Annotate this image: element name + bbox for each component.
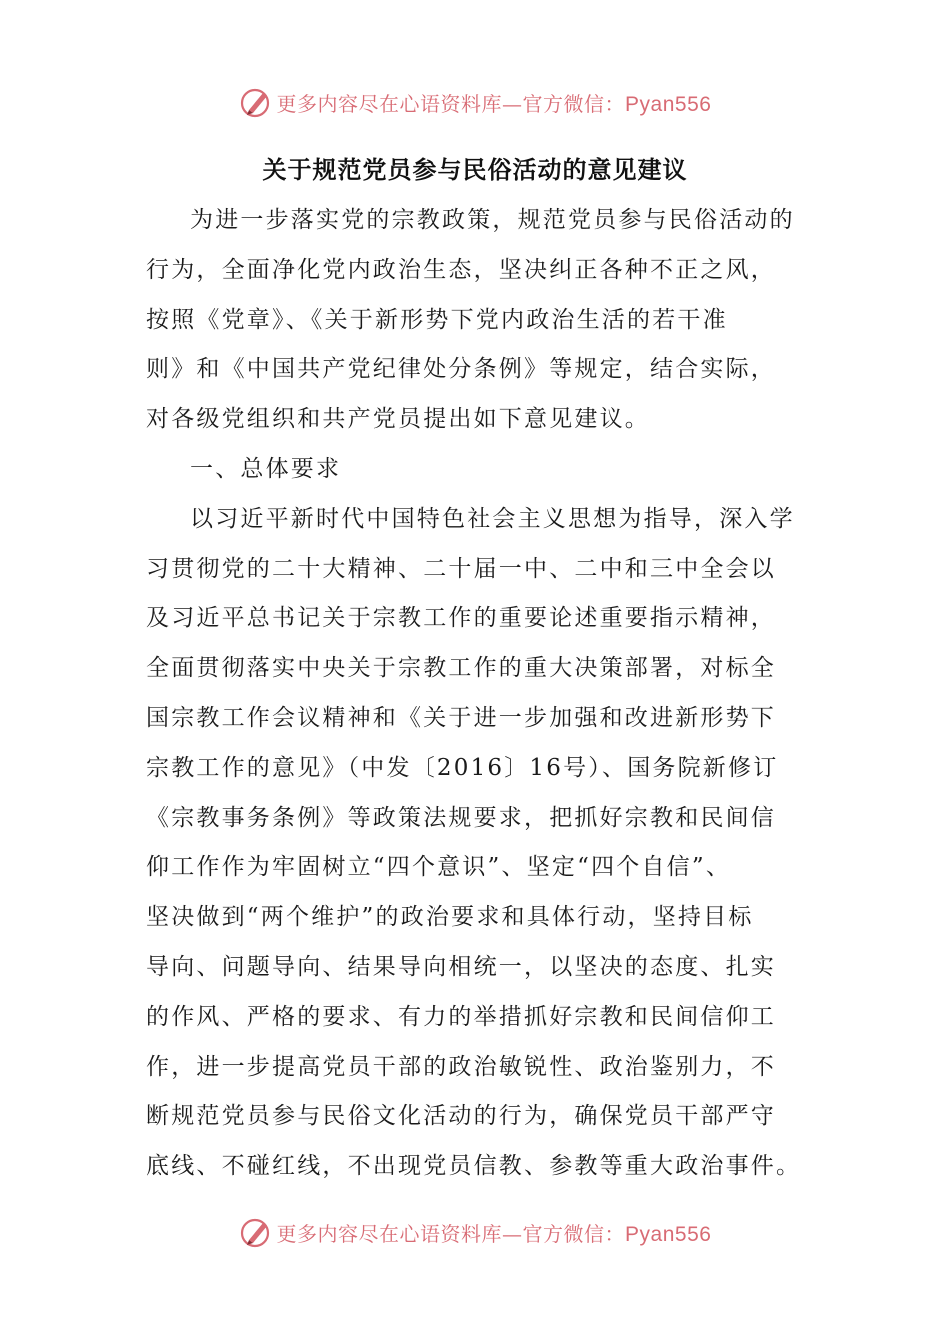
text-line: 以习近平新时代中国特色社会主义思想为指导，深入学 (190, 505, 795, 532)
watermark-text: 更多内容尽在心语资料库—官方微信：Pyan556 (276, 1221, 712, 1246)
text-line: 宗教工作的意见》（中发〔2016〕16号）、国务院新修订 (146, 754, 779, 781)
watermark-banner-bottom (0, 1212, 950, 1252)
text-line: 按照《党章》、《关于新形势下党内政治生活的若干准 (146, 306, 728, 333)
document-title: 关于规范党员参与民俗活动的意见建议 (262, 156, 688, 184)
text-line: 国宗教工作会议精神和《关于进一步加强和改进新形势下 (146, 704, 776, 731)
text-line: 断规范党员参与民俗文化活动的行为，确保党员干部严守 (146, 1103, 776, 1130)
text-line: 底线、不碰红线，不出现党员信教、参教等重大政治事件。 (146, 1153, 802, 1180)
text-line: 的作风、严格的要求、有力的举措抓好宗教和民间信仰工 (146, 1003, 776, 1030)
pen-logo-icon (239, 85, 273, 119)
watermark-handle: Pyan556 (625, 1222, 712, 1246)
text-line: 坚决做到“两个维护”的政治要求和具体行动，坚持目标 (146, 904, 754, 931)
text-line: 作，进一步提高党员干部的政治敏锐性、政治鉴别力，不 (146, 1053, 776, 1080)
text-line: 为进一步落实党的宗教政策，规范党员参与民俗活动的 (190, 207, 795, 233)
text-line: 仰工作作为牢固树立“四个意识”、坚定“四个自信”、 (146, 854, 732, 881)
watermark-handle: Pyan556 (625, 92, 712, 116)
text-line: 习贯彻党的二十大精神、二十届一中、二中和三中全会以 (146, 555, 776, 582)
text-line: 及习近平总书记关于宗教工作的重要论述重要指示精神， (146, 605, 776, 632)
text-line: 则》和《中国共产党纪律处分条例》等规定，结合实际， (146, 356, 776, 383)
section-heading: 一、总体要求 (190, 455, 342, 482)
text-line: 导向、问题导向、结果导向相统一，以坚决的态度、扎实 (146, 953, 776, 980)
document-body (146, 196, 804, 1192)
text-line: 对各级党组织和共产党员提出如下意见建议。 (146, 406, 650, 433)
pen-logo-icon (239, 1215, 273, 1249)
text-line: 全面贯彻落实中央关于宗教工作的重大决策部署，对标全 (146, 655, 776, 682)
text-line: 行为，全面净化党内政治生态，坚决纠正各种不正之风， (146, 256, 776, 283)
watermark-banner-top (0, 82, 950, 122)
text-line: 《宗教事务条例》等政策法规要求，把抓好宗教和民间信 (146, 804, 776, 831)
watermark-text: 更多内容尽在心语资料库—官方微信：Pyan556 (276, 91, 712, 116)
